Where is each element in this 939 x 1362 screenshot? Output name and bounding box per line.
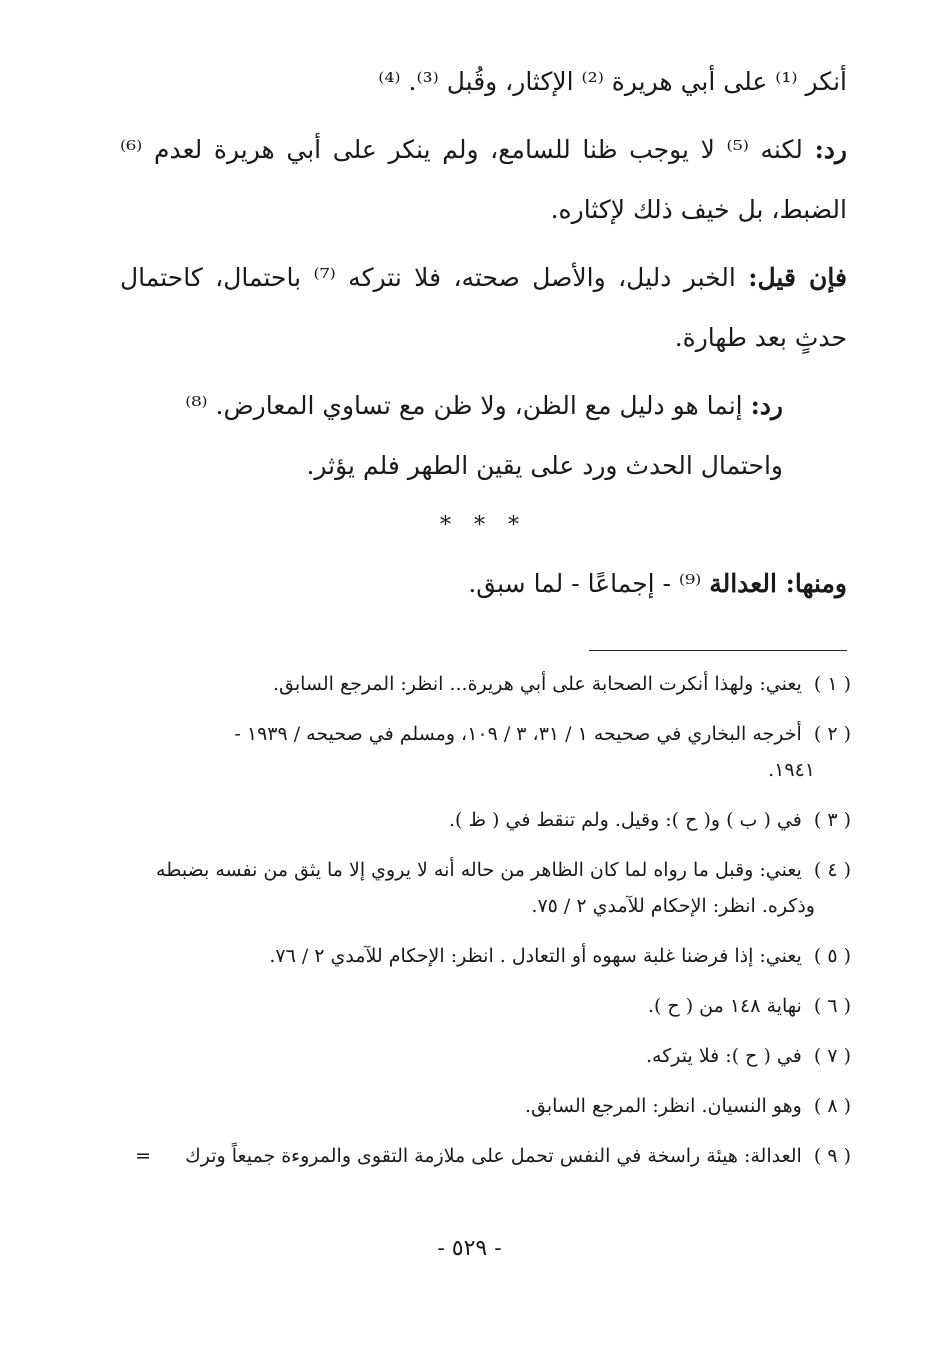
objection-label: فإن قيل: (748, 263, 847, 292)
footnote-text: أخرجه البخاري في صحيحه ١ / ٣١، ٣ / ١٠٩، ومسلم في صحيحه / ١٩٣٩ - (234, 723, 802, 745)
footnote-number: ( ٣ ) (813, 809, 851, 831)
paragraph-1: أنكر ⁽¹⁾ على أبي هريرة ⁽²⁾ الإكثار، وقُبل ⁽³⁾. ⁽⁴⁾ (378, 67, 847, 96)
footnote-number: ( ٦ ) (813, 995, 851, 1017)
footnote-5 (134, 938, 851, 974)
footnote-text: في ( ب ) و( ح ): وقيل. ولم تنقط في ( ظ ). (448, 809, 802, 831)
footnote-number: ( ٧ ) (813, 1045, 851, 1067)
footnote-text: وهو النسيان. انظر: المرجع السابق. (524, 1095, 802, 1117)
footnote-4 (134, 852, 851, 924)
footnote-text: يعني: ولهذا أنكرت الصحابة على أبي هريرة... انظر: المرجع السابق. (272, 673, 802, 695)
footnote-number: ( ٩ ) (813, 1145, 851, 1167)
footnote-number: ( ٥ ) (813, 945, 851, 967)
footnote-6 (134, 988, 851, 1024)
footnote-number: ( ٨ ) (813, 1095, 851, 1117)
paragraph-2 (120, 120, 847, 240)
paragraph-6-text: ⁽⁹⁾ - إجماعًا - لما سبق. (468, 569, 702, 598)
footnotes (134, 666, 851, 1188)
footnote-1 (134, 666, 851, 702)
footnote-text: في ( ح ): فلا يتركه. (646, 1045, 802, 1067)
footnote-text: العدالة: هيئة راسخة في النفس تحمل على ملازمة التقوى والمروءة جميعاً وترك (185, 1145, 802, 1167)
footnote-continuation: وذكره. انظر: الإحكام للآمدي ٢ / ٧٥. (531, 895, 815, 917)
footnote-7 (134, 1038, 851, 1074)
paragraph-5: واحتمال الحدث ورد على يقين الطهر فلم يؤثر. (306, 451, 783, 480)
paragraph-2-text: لكنه ⁽⁵⁾ لا يوجب ظنا للسامع، ولم ينكر على أبي هريرة لعدم ⁽⁶⁾ الضبط، بل خيف ذلك لإكثاره. (120, 135, 847, 224)
footnote-text: يعني: إذا فرضنا غلبة سهوه أو التعادل . انظر: الإحكام للآمدي ٢ / ٧٦. (269, 945, 802, 967)
paragraph-3-text: الخبر دليل، والأصل صحته، فلا نتركه ⁽⁷⁾ باحتمال، كاحتمال حدثٍ بعد طهارة. (120, 263, 847, 352)
footnote-separator (589, 650, 847, 651)
footnote-text: نهاية ١٤٨ من ( ح ). (647, 995, 802, 1017)
footnote-text: يعني: وقبل ما رواه لما كان الظاهر من حاله أنه لا يروي إلا ما يثق من نفسه بضبطه (156, 859, 802, 881)
main-text (120, 52, 847, 614)
footnote-3 (134, 802, 851, 838)
section-heading: ومنها: العدالة (709, 569, 847, 598)
paragraph-6 (120, 554, 847, 614)
paragraph-4 (120, 376, 783, 436)
footnote-9 (134, 1138, 851, 1174)
footnote-2 (134, 716, 851, 788)
footnote-number: ( ٢ ) (813, 723, 851, 745)
paragraph-3 (120, 248, 847, 368)
continuation-mark: = (135, 1145, 152, 1167)
paragraph-4-text: إنما هو دليل مع الظن، ولا ظن مع تساوي المعارض. ⁽⁸⁾ (185, 391, 743, 420)
footnote-number: ( ٤ ) (813, 859, 851, 881)
reply-label: رد: (814, 135, 847, 164)
footnote-continuation: ١٩٤١. (768, 759, 815, 781)
footnote-number: ( ١ ) (813, 673, 851, 695)
section-divider: * * * (440, 513, 527, 538)
reply-label-2: رد: (750, 391, 783, 420)
page-number: - ٥٢٩ - (437, 1236, 502, 1261)
footnote-8 (134, 1088, 851, 1124)
